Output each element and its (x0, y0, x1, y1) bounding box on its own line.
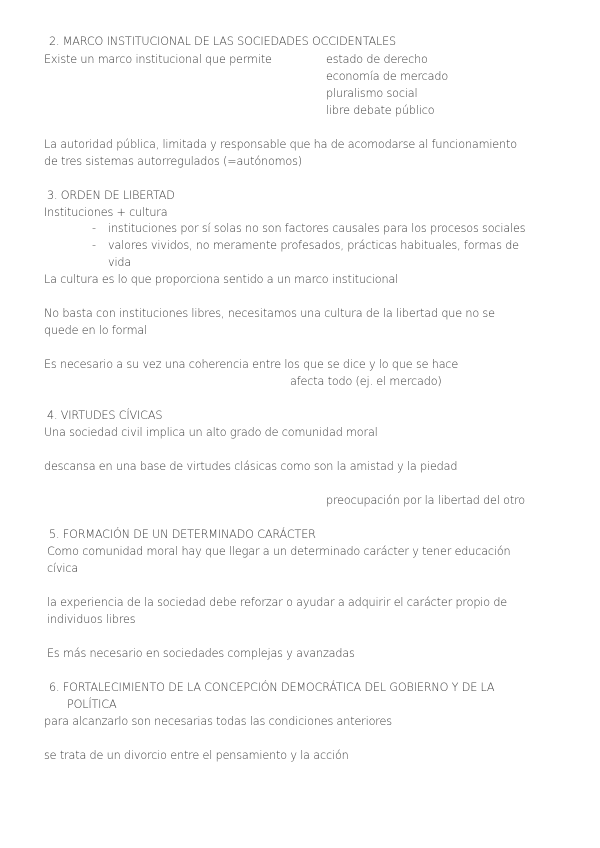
section-3-paragraph-line: No basta con instituciones libres, necesitamos una cultura de la libertad que no se (44, 307, 495, 320)
section-4-line: descansa en una base de virtudes clásicas como son la amistad y la piedad (44, 460, 458, 473)
section-6-heading-continuation: POLÍTICA (67, 698, 117, 711)
section-6-heading: 6. FORTALECIMIENTO DE LA CONCEPCIÓN DEMOCRÁTICA DEL GOBIERNO Y DE LA (49, 681, 495, 694)
list-item: economía de mercado (326, 70, 449, 83)
section-3-note: afecta todo (ej. el mercado) (290, 375, 442, 388)
list-item: pluralismo social (326, 87, 418, 100)
section-3-paragraph-line: quede en lo formal (44, 324, 148, 337)
section-3-intro: Instituciones + cultura (44, 206, 168, 219)
section-3-paragraph-line: Es necesario a su vez una coherencia entre los que se dice y lo que se hace (44, 358, 459, 371)
section-3-heading: 3. ORDEN DE LIBERTAD (47, 189, 175, 202)
section-5-paragraph-line: individuos libres (47, 613, 136, 626)
bullet-item: instituciones por sí solas no son factores causales para los procesos sociales (108, 222, 526, 235)
section-2-intro: Existe un marco institucional que permite (44, 53, 272, 66)
bullet-item-continuation: vida (108, 256, 132, 269)
section-5-paragraph-line: la experiencia de la sociedad debe reforzar o ayudar a adquirir el carácter propio de (47, 596, 508, 609)
section-5-paragraph-line: Como comunidad moral hay que llegar a un determinado carácter y tener educación (47, 545, 511, 558)
section-6-line: se trata de un divorcio entre el pensamiento y la acción (44, 749, 349, 762)
list-item: estado de derecho (326, 53, 428, 66)
section-2-paragraph-line: de tres sistemas autorregulados (=autónomos) (44, 155, 303, 168)
bullet-marker: - (92, 239, 96, 252)
list-item: libre debate público (326, 104, 435, 117)
section-5-paragraph-line: cívica (47, 562, 79, 575)
section-5-heading: 5. FORMACIÓN DE UN DETERMINADO CARÁCTER (49, 528, 316, 541)
section-3-culture-line: La cultura es lo que proporciona sentido a un marco institucional (44, 273, 399, 286)
section-4-heading: 4. VIRTUDES CÍVICAS (47, 409, 163, 422)
section-4-note: preocupación por la libertad del otro (326, 494, 525, 507)
section-2-heading: 2. MARCO INSTITUCIONAL DE LAS SOCIEDADES OCCIDENTALES (49, 35, 396, 48)
section-6-line: para alcanzarlo son necesarias todas las condiciones anteriores (44, 715, 392, 728)
bullet-item: valores vividos, no meramente profesados, prácticas habituales, formas de (108, 239, 519, 252)
bullet-marker: - (92, 222, 96, 235)
section-4-line: Una sociedad civil implica un alto grado de comunidad moral (44, 426, 378, 439)
section-5-paragraph-line: Es más necesario en sociedades complejas y avanzadas (47, 647, 355, 660)
section-2-paragraph-line: La autoridad pública, limitada y responsable que ha de acomodarse al funcionamiento (44, 138, 517, 151)
